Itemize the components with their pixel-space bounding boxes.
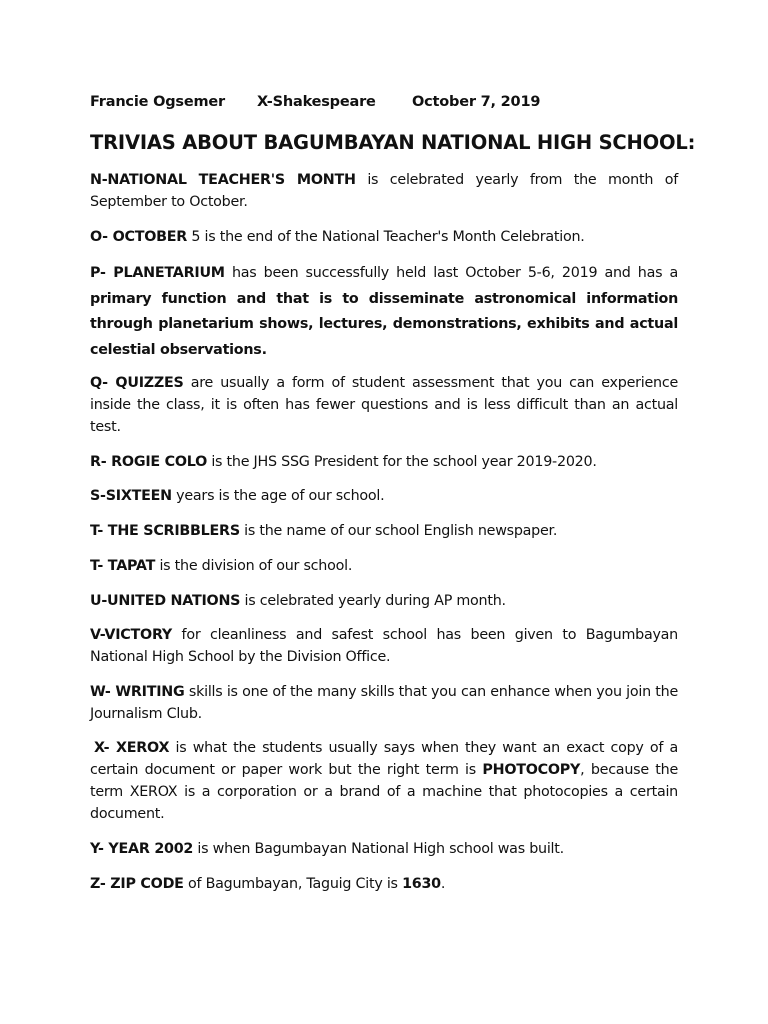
trivia-key: S-SIXTEEN <box>90 488 172 504</box>
trivia-key: V-VICTORY <box>90 627 173 643</box>
trivia-text: is the division of our school. <box>155 558 353 574</box>
trivia-text: years is the age of our school. <box>171 488 385 504</box>
trivia-text: skills is one of the many skills that you can enhance when you join the Journalism Club. <box>90 684 678 722</box>
trivia-item-z <box>90 873 678 895</box>
trivia-key: T- TAPAT <box>90 558 156 574</box>
trivia-text: is celebrated yearly during AP month. <box>240 593 506 609</box>
trivia-item-v <box>90 624 678 668</box>
author-name: Francie Ogsemer <box>90 94 225 110</box>
trivia-item-t-scribblers <box>90 520 678 542</box>
trivia-item-y <box>90 838 678 860</box>
trivia-item-n <box>90 169 678 213</box>
trivia-text: is the JHS SSG President for the school year 2019-2020. <box>207 454 597 470</box>
trivia-key: Z- ZIP CODE <box>90 876 184 892</box>
trivia-text: has been successfully held last October 5-6, 2019 and has a <box>224 265 678 281</box>
trivia-item-u <box>90 590 678 612</box>
trivia-text-after: . <box>440 876 446 892</box>
trivia-key: O- OCTOBER <box>90 229 188 245</box>
trivia-text: is when Bagumbayan National High school was built. <box>193 841 564 857</box>
trivia-item-s <box>90 485 678 507</box>
trivia-text: 5 is the end of the National Teacher's Month Celebration. <box>187 229 585 245</box>
trivia-text: is what the students usually says when they want an exact copy of a certain document or paper work but the right term is <box>90 740 678 778</box>
trivia-text: of Bagumbayan, Taguig City is <box>183 876 403 892</box>
trivia-text: is the name of our school English newspaper. <box>239 523 558 539</box>
trivia-bold-text: primary function and that is to disseminate astronomical information through planetarium shows, lectures, demonstrations, exhibits and actual celestial observations. <box>90 290 678 358</box>
document-date: October 7, 2019 <box>412 94 541 110</box>
document-title: TRIVIAS ABOUT BAGUMBAYAN NATIONAL HIGH SCHOOL: <box>90 131 696 154</box>
trivia-key: W- WRITING <box>90 684 185 700</box>
trivia-item-q <box>90 372 678 438</box>
trivia-key: P- PLANETARIUM <box>90 265 225 281</box>
trivia-text: is celebrated yearly from the month of September to October. <box>90 172 679 210</box>
trivia-item-o <box>90 226 678 248</box>
trivia-item-r <box>90 451 678 473</box>
trivia-item-t-tapat <box>90 555 678 577</box>
zip-code-value: 1630 <box>402 876 441 892</box>
trivia-item-x <box>90 737 678 825</box>
trivia-text: are usually a form of student assessment that you can experience inside the class, it is often has fewer questions and is less difficult than an actual test. <box>90 375 678 435</box>
trivia-key: R- ROGIE COLO <box>90 454 208 470</box>
trivia-text-after: , because the term XEROX is a corporation or a brand of a machine that photocopies a certain document. <box>90 762 678 822</box>
trivia-key: T- THE SCRIBBLERS <box>90 523 240 539</box>
trivia-key: Y- YEAR 2002 <box>90 841 194 857</box>
section-name: X-Shakespeare <box>257 94 376 110</box>
trivia-item-w <box>90 681 678 725</box>
trivia-key: Q- QUIZZES <box>90 375 184 391</box>
trivia-key: N-NATIONAL TEACHER'S MONTH <box>90 172 356 188</box>
trivia-text: for cleanliness and safest school has been given to Bagumbayan National High School by the Division Office. <box>90 627 678 665</box>
trivia-key: U-UNITED NATIONS <box>90 593 241 609</box>
trivia-item-p <box>90 261 678 363</box>
trivia-key: X- XEROX <box>94 740 170 756</box>
trivia-bold-term: PHOTOCOPY <box>482 762 581 778</box>
